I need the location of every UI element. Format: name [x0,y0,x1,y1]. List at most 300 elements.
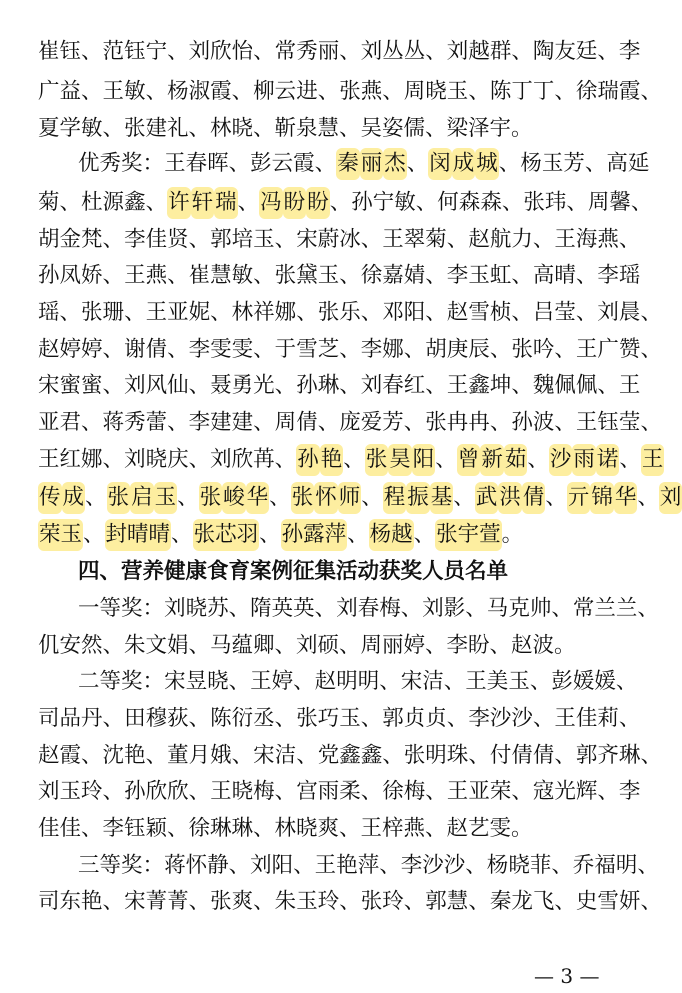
text-line [38,76,662,108]
text-char: 冉 [446,410,469,435]
text-char: 三 [78,853,100,878]
text-char: 莹 [618,410,641,435]
text-char: 、 [425,779,447,804]
text-char: 一 [78,596,100,621]
text-char: 福 [594,853,616,878]
text-char: 崔 [38,39,60,64]
text-char: 丁 [532,79,555,104]
text-char: 敏 [394,190,416,215]
text-char: 、 [489,410,512,435]
text-char: 赵 [38,743,60,768]
text-char: 孙 [124,779,146,804]
text-char: 广 [597,337,619,362]
text-char: 蔚 [317,227,340,252]
text-char: 李 [618,779,641,804]
text-char: 晨 [618,300,641,325]
text-char: 娜 [382,337,404,362]
text-char: 鑫 [124,190,146,215]
text-char: 、 [343,447,365,472]
section-heading: 四、营养健康食育案例征集活动获奖人员名单 [78,559,509,584]
text-char: 、 [81,79,103,104]
text-char: 、 [228,596,251,621]
text-line [38,224,641,256]
highlighted-name-char: 张 [291,482,315,514]
highlighted-name-char: 阳 [412,444,436,476]
text-char: 燕 [145,263,168,288]
text-char: 赵 [38,337,60,362]
text-char: 、 [403,889,426,914]
text-char: 、 [425,373,447,398]
text-char: 冉 [468,410,490,435]
text-char: 王 [102,79,125,104]
text-char: 陈 [210,706,232,731]
text-char: 兰 [615,596,638,621]
highlighted-name: 孙露萍 [281,519,348,551]
text-char: 怀 [185,853,208,878]
text-char: 欣 [210,39,232,64]
text-char: 宁 [372,190,395,215]
text-char: 广 [38,79,60,104]
award-line-excellence [78,148,650,180]
highlighted-name-char: 杰 [383,148,407,180]
text-char: 林 [231,300,254,325]
text-char: 玲 [382,889,404,914]
text-char: 沙 [489,706,512,731]
text-char: 宋 [253,743,275,768]
text-char: 红 [403,373,426,398]
text-char: 、 [361,485,383,510]
text-line [38,187,653,219]
text-char: 、 [640,743,662,768]
text-char: 廷 [575,39,598,64]
highlighted-name-char: 武 [475,482,499,514]
highlighted-name-char: 洪 [498,482,522,514]
text-char: 玉 [541,151,564,176]
text-char: 王 [38,447,60,472]
text-char: 沈 [102,743,125,768]
highlighted-name-char: 程 [383,482,407,514]
text-char: 爱 [360,410,383,435]
text-char: 徐 [360,263,383,288]
text-char: 、 [584,151,607,176]
text-char: 金 [59,227,82,252]
text-char: 辰 [468,337,490,362]
text-char: 、 [630,190,653,215]
text-char: 佳 [575,706,598,731]
text-char: 瑶 [38,300,60,325]
text-char: 、 [551,853,573,878]
text-char: 怡 [231,39,254,64]
text-char: 延 [627,151,650,176]
text-char: 乐 [339,300,361,325]
text-char: 、 [637,485,659,510]
text-char: 郭 [382,706,404,731]
text-char: 、 [329,190,352,215]
text-char: 勇 [231,373,254,398]
text-char: 虹 [489,263,512,288]
text-char: 莉 [597,706,619,731]
text-char: 兰 [594,596,616,621]
highlighted-name-char: 张 [199,482,223,514]
text-char: 、 [618,706,641,731]
text-char: 培 [231,227,254,252]
text-char: 坤 [489,373,512,398]
highlighted-name-char: 张 [365,444,389,476]
highlighted-name-char: 峻 [222,482,246,514]
text-char: 赵 [446,300,469,325]
text-char: 、 [81,410,103,435]
text-char: 、 [145,190,168,215]
text-char: 春 [382,373,404,398]
text-char: 张 [425,410,447,435]
text-char: 、 [443,669,466,694]
text-char: 鑫 [360,743,383,768]
text-char: 高 [532,263,555,288]
text-char: 钰 [59,39,82,64]
text-char: 玉 [253,227,275,252]
text-char: 玉 [317,263,340,288]
text-line [38,703,641,735]
text-char: 、 [551,596,573,621]
highlighted-name-char: 盼 [283,187,307,219]
text-char: 群 [489,39,512,64]
text-char: 李 [360,337,383,362]
text-char: 刘 [446,39,469,64]
text-char: 等 [99,596,122,621]
text-char: 荻 [167,706,189,731]
text-char: 杨 [520,151,542,176]
text-char: 司 [38,889,60,914]
text-char: 、 [102,227,125,252]
text-char: 柳 [253,79,275,104]
text-char: 月 [188,743,211,768]
text-char: 、 [228,669,251,694]
text-char: 玉 [508,669,530,694]
text-char: 、 [274,227,297,252]
text-line [38,297,662,329]
text-char: 秀 [296,39,318,64]
text-char: 佩 [575,373,598,398]
text-char: 付 [489,743,512,768]
text-char: 孙 [38,263,60,288]
text-char: 冰 [339,227,361,252]
text-char: 、 [446,706,469,731]
text-char: 鑫 [339,743,361,768]
highlighted-name-char: 昊 [388,444,412,476]
text-char: 李 [188,337,211,362]
text-char: 玉 [59,779,82,804]
text-char: 光 [554,779,576,804]
text-char: 秀 [99,151,122,176]
text-char: 、 [228,151,251,176]
text-char: 源 [102,190,125,215]
highlighted-name-char: 雨 [572,444,596,476]
text-char: 、 [231,79,254,104]
text-char: 、 [102,779,125,804]
text-char: 、 [597,779,619,804]
text-char: 媛 [572,669,595,694]
text-char: 馨 [609,190,631,215]
text-char: 吕 [532,300,555,325]
text-char: 奖 [121,596,143,621]
text-char: 、 [379,853,401,878]
text-char: 王 [575,410,598,435]
text-char: 倩 [145,337,168,362]
text-char: 胡 [38,227,60,252]
text-char: 刘 [597,300,619,325]
text-segment: 夏学敏、张建礼、林晓、靳泉慧、吴姿儒、梁泽宇。 [38,116,533,141]
text-char: 王 [124,263,146,288]
text-char: 明 [425,743,447,768]
highlighted-name-char: 新 [480,444,504,476]
text-char: 李 [597,263,619,288]
text-char: 云 [271,151,294,176]
highlighted-name-char: 茹 [504,444,528,476]
text-char: 、 [228,853,251,878]
text-char: 、 [81,39,103,64]
text-char: 、 [167,263,189,288]
text-char: 常 [572,596,595,621]
text-char: 、 [511,39,533,64]
text-char: 、 [511,373,533,398]
text-char: 艳 [81,889,103,914]
text-char: 张 [274,263,297,288]
text-char: 沙 [443,853,466,878]
text-char: 、 [314,596,337,621]
text-char: 霞 [618,79,641,104]
highlighted-name-char: 刘 [659,482,682,514]
text-char: 赞 [618,337,641,362]
text-char: 王 [382,227,404,252]
text-char: 益 [59,79,82,104]
text-char: 玲 [81,779,103,804]
text-line [38,740,662,772]
text-char: 丽 [317,39,340,64]
text-char: 、 [237,190,260,215]
highlighted-name-char: 亓 [567,482,591,514]
text-char: 、 [59,190,82,215]
text-char: 、 [554,410,576,435]
highlighted-name: 杨越 [369,519,414,551]
text-char: 杜 [81,190,103,215]
text-char: 奖 [121,853,143,878]
text-char: 张 [210,889,232,914]
text-char: 、 [339,889,361,914]
text-char: 、 [615,669,638,694]
text-char: 赵 [468,227,490,252]
text-char: 谢 [124,337,146,362]
text-char: 静 [207,853,229,878]
text-char: 刘 [250,853,272,878]
text-char: 穆 [145,706,168,731]
text-char: 、 [619,447,641,472]
highlighted-name-char: 玉 [154,482,178,514]
text-char: 晓 [207,669,229,694]
text-char: 、 [511,263,533,288]
text-char: 庆 [167,447,189,472]
text-char: 二 [78,669,100,694]
text-char: 燕 [360,79,383,104]
text-char: 、 [597,39,619,64]
text-char: 、 [511,300,533,325]
text-char: 、 [360,706,383,731]
text-char: 菊 [425,227,447,252]
text-char: 雪 [468,300,490,325]
text-char: 英 [271,596,294,621]
text-char: 董 [167,743,189,768]
text-char: 徐 [575,79,598,104]
text-char: 云 [274,79,297,104]
text-char: 王 [554,227,576,252]
highlighted-name-char: 锦 [590,482,614,514]
highlighted-name-char: 孙 [296,444,320,476]
text-char: 玮 [544,190,567,215]
text-char: 贞 [403,706,426,731]
text-char: 、 [124,300,146,325]
text-char: 郭 [575,743,598,768]
text-char: 、 [453,485,475,510]
highlighted-name-char: 许 [167,187,191,219]
highlighted-name-char: 曾 [457,444,481,476]
text-char: 莹 [554,300,576,325]
text-char: 、 [102,447,125,472]
award-line-first-prize [78,593,659,625]
text-char: 王 [446,373,469,398]
text-char: 玉 [339,706,361,731]
text-char: 玉 [468,263,490,288]
text-line [38,519,624,551]
text-char: 娜 [274,300,297,325]
text-char: 、 [167,337,189,362]
text-char: 阳 [271,853,294,878]
text-char: 蒋 [102,410,125,435]
text-char: 、 [253,410,275,435]
text-char: 辉 [575,779,598,804]
text-char: 周 [587,190,610,215]
text-char: 刘 [164,596,186,621]
text-char: 晓 [231,779,254,804]
text-char: 淑 [188,79,211,104]
text-char: 、 [532,227,555,252]
text-char: 史 [575,889,598,914]
text-char: 、 [489,337,512,362]
text-char: 娥 [210,743,232,768]
text-char: 刘 [124,373,146,398]
highlighted-name-char: 华 [246,482,270,514]
text-char: 、 [188,373,211,398]
text-char: 蜜 [81,373,103,398]
text-char: 乔 [572,853,595,878]
text-char: 司 [38,706,60,731]
text-line [38,36,641,68]
text-char: 宋 [296,227,318,252]
text-char: 丁 [511,79,533,104]
text-char: 爽 [231,889,254,914]
text-char: 、 [529,669,552,694]
text-line [38,444,664,476]
text-char: 玉 [296,889,318,914]
text-char: 越 [468,39,490,64]
text-char: 柔 [339,779,361,804]
text-char: 、 [339,373,361,398]
text-char: 、 [511,779,533,804]
text-char: 高 [606,151,628,176]
text-char: 奖 [121,151,143,176]
text-char: 周 [274,410,297,435]
text-char: 梵 [81,227,103,252]
text-char: 晓 [425,79,447,104]
text-char: 明 [336,669,358,694]
text-char: 彭 [551,669,573,694]
text-line [38,630,624,662]
text-char: 党 [317,743,340,768]
text-char: 森 [480,190,502,215]
text-char: 燕 [597,227,619,252]
text-char: 、 [425,39,447,64]
highlighted-name-char: 传 [38,482,62,514]
text-char: 优 [78,151,100,176]
text-char: 、 [210,300,232,325]
text-segment: 、 [413,522,436,547]
text-char: 庚 [446,337,469,362]
text-char: 、 [59,300,82,325]
text-char: 、 [274,373,297,398]
text-char: 、 [640,337,662,362]
text-char: 刘 [188,39,211,64]
text-char: 飞 [532,889,555,914]
highlighted-name: 荣玉 [38,519,83,551]
text-char: 风 [145,373,168,398]
text-char: 刘 [210,447,232,472]
text-char: 贞 [425,706,447,731]
text-char: 、 [640,410,662,435]
text-char: 、 [102,706,125,731]
text-char: 、 [314,151,337,176]
text-char: 、 [102,889,125,914]
text-char: 亚 [167,300,189,325]
text-char: 红 [59,447,82,472]
text-char: 、 [269,485,291,510]
text-char: 、 [640,300,662,325]
text-char: 芝 [317,337,340,362]
text-char: 、 [102,337,125,362]
text-char: 、 [188,227,211,252]
highlighted-name: 张宇萱 [435,519,502,551]
text-char: 、 [339,39,361,64]
text-char: 、 [465,853,487,878]
text-char: 建 [231,410,254,435]
text-char: 芳 [382,410,404,435]
text-char: 、 [597,373,619,398]
text-char: 、 [177,485,199,510]
text-char: 胡 [425,337,447,362]
text-char: 、 [640,79,662,104]
text-char: 蜜 [59,373,82,398]
text-char: 李 [618,39,641,64]
text-char: 君 [59,410,82,435]
text-char: 张 [296,706,318,731]
text-char: 、 [403,337,426,362]
text-char: 进 [296,79,318,104]
text-char: 萍 [357,853,380,878]
text-char: 刘 [360,39,383,64]
text-char: 张 [317,300,340,325]
text-char: 琳 [317,373,340,398]
text-char: 、 [400,596,423,621]
text-char: 刘 [360,373,383,398]
text-char: 、 [360,779,383,804]
text-char: 晓 [508,853,530,878]
